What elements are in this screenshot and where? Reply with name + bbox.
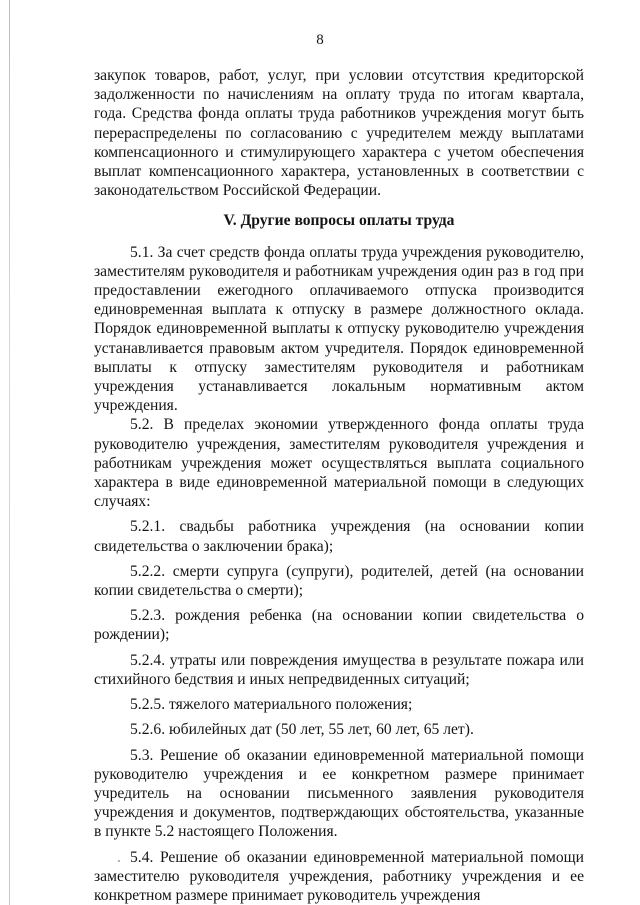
paragraph-5-3: 5.3. Решение об оказании единовременной материальной помощи руководителю учреждения и ее конкретном размере принимает учредитель на основании письменного заявления руководителя учреждения и документов, подтверждающих обстоятельства, указанные в пункте 5.2 настоящего Положения. [94, 746, 584, 841]
paragraph-5-2-3: 5.2.3. рождения ребенка (на основании копии свидетельства о рождении); [94, 607, 584, 644]
section-heading: V. Другие вопросы оплаты труда [223, 212, 455, 230]
page-number: 8 [316, 32, 324, 48]
paragraph-5-2-6: 5.2.6. юбилейных дат (50 лет, 55 лет, 60 лет, 65 лет). [130, 721, 474, 739]
scan-page-edge [9, 0, 10, 905]
paragraph-5-2-2: 5.2.2. смерти супруга (супруги), родителей, детей (на основании копии свидетельства о смерти); [94, 562, 584, 600]
paragraph-5-2-4: 5.2.4. утраты или повреждения имущества в результате пожара или стихийного бедствия и иных непредвиденных ситуаций; [94, 651, 584, 688]
paragraph-5-2-1: 5.2.1. свадьбы работника учреждения (на основании копии свидетельства о заключении брака); [94, 518, 584, 555]
paragraph-continuation: закупок товаров, работ, услуг, при условии отсутствия кредиторской задолженности по начислениям на оплату труда по итогам квартала, года. Средства фонда оплаты труда работников учреждения могут быть перераспределены по согласованию с учредителем между выплатами компенсационного и стимулирующего характера с учетом обеспечения выплат компенсационного характера, установленных в соответствии с законодательством Российской Федерации. [94, 67, 584, 200]
paragraph-5-4: 5.4. Решение об оказании единовременной материальной помощи заместителю руководителя учреждения, работнику учреждения и ее конкретном размере принимает руководитель учреждения [94, 848, 584, 904]
scan-speck [118, 860, 120, 862]
paragraph-5-1: 5.1. За счет средств фонда оплаты труда учреждения руководителю, заместителям руководителя и работникам учреждения один раз в год при предоставлении ежегодного оплачиваемого отпуска производится единовременная выплата к отпуску в размере должностного оклада. Порядок единовременной выплаты к отпуску руководителю учреждения устанавливается правовым актом учредителя. Порядок единовременной выплаты к отпуску заместителям руководителя и работникам учреждения устанавливается локальным нормативным актом учреждения. [94, 243, 584, 415]
document-body [94, 66, 584, 905]
paragraph-5-2-5: 5.2.5. тяжелого материального положения; [130, 696, 413, 714]
paragraph-5-2: 5.2. В пределах экономии утвержденного фонда оплаты труда руководителю учреждения, заместителям руководителя учреждения и работникам учреждения может осуществляться выплата социального характера в виде единовременной материальной помощи в следующих случаях: [94, 416, 584, 511]
